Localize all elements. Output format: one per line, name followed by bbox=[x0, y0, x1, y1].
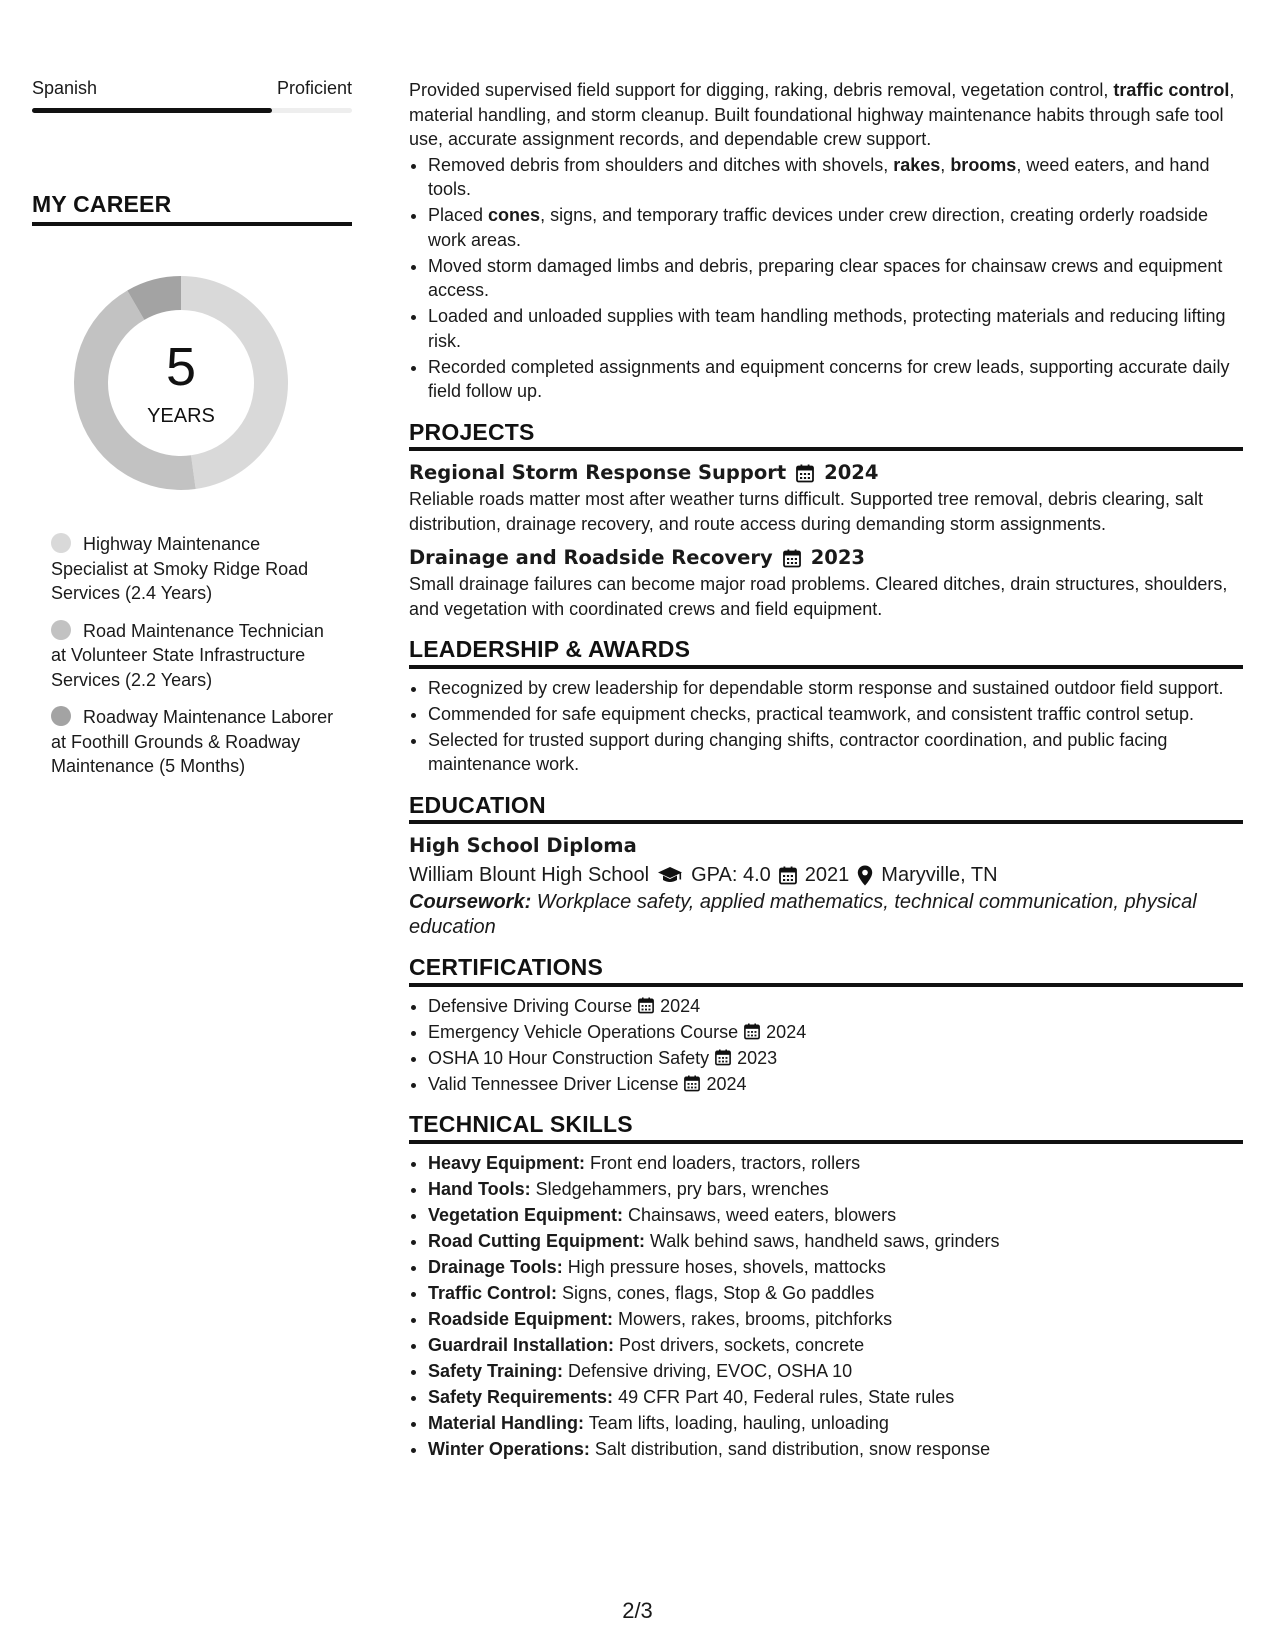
project-description: Reliable roads matter most after weather turns difficult. Supported tree removal, debris clearing, salt distribution, drainage recovery, and route access during demanding storm assignments. bbox=[409, 489, 1204, 534]
career-years-unit: YEARS bbox=[147, 405, 215, 427]
skill-label: Winter Operations: bbox=[428, 1438, 590, 1459]
certification-year: 2024 bbox=[706, 1073, 747, 1094]
skill-value: Sledgehammers, pry bars, wrenches bbox=[530, 1178, 829, 1199]
language-proficiency-fill bbox=[32, 108, 272, 113]
skill-value: Post drivers, sockets, concrete bbox=[614, 1334, 865, 1355]
skill-label: Hand Tools: bbox=[428, 1178, 531, 1199]
certification-name: • OSHA 10 Hour Construction Safety bbox=[428, 1047, 710, 1068]
bullet-text: Placed bbox=[428, 205, 489, 225]
education-degree: High School Diploma bbox=[409, 834, 637, 857]
language-row bbox=[32, 78, 352, 99]
legend-dot bbox=[51, 620, 71, 640]
skill-label: Heavy Equipment: bbox=[428, 1152, 586, 1173]
calendar-icon bbox=[638, 997, 654, 1014]
skills-list bbox=[409, 1151, 1243, 1462]
skill-item bbox=[428, 1203, 1243, 1228]
skill-value: Chainsaws, weed eaters, blowers bbox=[623, 1204, 897, 1225]
bullet-bold: brooms bbox=[950, 154, 1017, 175]
leadership-item: • Commended for safe equipment checks, practical teamwork, and consistent traffic control setup. bbox=[428, 702, 1243, 727]
project-year: 2023 bbox=[810, 546, 865, 569]
certification-year: 2023 bbox=[737, 1047, 778, 1068]
experience-bullet bbox=[428, 153, 1243, 202]
skill-value: High pressure hoses, shovels, mattocks bbox=[562, 1256, 886, 1277]
skill-value: Front end loaders, tractors, rollers bbox=[585, 1152, 861, 1173]
calendar-icon bbox=[744, 1023, 760, 1040]
skill-item bbox=[428, 1255, 1243, 1280]
leadership-item: • Selected for trusted support during changing shifts, contractor coordination, and public facing maintenance work. bbox=[428, 728, 1243, 777]
career-total-years: 5 bbox=[165, 337, 197, 397]
skill-label: Vegetation Equipment: bbox=[428, 1204, 624, 1225]
project-title-row bbox=[409, 459, 1243, 487]
skill-value: 49 CFR Part 40, Federal rules, State rules bbox=[613, 1386, 955, 1407]
bullet-text: Removed debris from shoulders and ditches with shovels, bbox=[428, 154, 894, 175]
project-item bbox=[409, 544, 1243, 621]
summary-text: , material handling, and storm cleanup. Built foundational highway maintenance habits through safe tool use, accurate assignment records, and dependable crew support. bbox=[409, 80, 1235, 149]
career-legend-item bbox=[51, 532, 341, 606]
career-legend bbox=[51, 532, 341, 779]
coursework-text: Workplace safety, applied mathematics, technical communication, physical education bbox=[409, 891, 1197, 938]
bullet-text: , bbox=[940, 154, 951, 175]
skill-label: Traffic Control: bbox=[428, 1282, 557, 1303]
skill-value: Walk behind saws, handheld saws, grinders bbox=[644, 1230, 1000, 1251]
skill-label: Material Handling: bbox=[428, 1412, 585, 1433]
calendar-icon bbox=[783, 549, 801, 568]
skill-label: Guardrail Installation: bbox=[428, 1334, 615, 1355]
skill-value: Salt distribution, sand distribution, snow response bbox=[589, 1438, 991, 1459]
career-legend-item bbox=[51, 705, 341, 779]
bullet-text: , signs, and temporary traffic devices under crew direction, creating orderly roadside work areas. bbox=[428, 205, 1209, 250]
experience-bullet: • Moved storm damaged limbs and debris, preparing clear spaces for chainsaw crews and equipment access. bbox=[428, 254, 1243, 303]
education-location: Maryville, TN bbox=[881, 864, 998, 886]
experience-bullet: • Loaded and unloaded supplies with team handling methods, protecting materials and reducing lifting risk. bbox=[428, 304, 1243, 353]
experience-bullet: • Recorded completed assignments and equipment concerns for crew leads, supporting accurate daily field follow up. bbox=[428, 355, 1243, 404]
certification-item bbox=[428, 1072, 1243, 1097]
skill-value: Team lifts, loading, hauling, unloading bbox=[584, 1412, 889, 1433]
certifications-heading: CERTIFICATIONS bbox=[409, 955, 1243, 987]
skill-item bbox=[428, 1411, 1243, 1436]
skill-item bbox=[428, 1151, 1243, 1176]
language-level: Proficient bbox=[276, 78, 352, 98]
bullet-bold: rakes bbox=[893, 154, 941, 175]
certification-item bbox=[428, 1020, 1243, 1045]
project-name: Regional Storm Response Support bbox=[409, 461, 787, 484]
skill-item bbox=[428, 1229, 1243, 1254]
project-title-row bbox=[409, 544, 1243, 572]
project-item bbox=[409, 459, 1243, 536]
career-donut-chart bbox=[66, 268, 296, 498]
education-school: William Blount High School bbox=[409, 864, 650, 886]
leadership-heading: LEADERSHIP & AWARDS bbox=[409, 637, 1243, 669]
project-year: 2024 bbox=[824, 461, 879, 484]
sidebar bbox=[32, 78, 352, 792]
skill-label: Road Cutting Equipment: bbox=[428, 1230, 645, 1251]
skill-item bbox=[428, 1307, 1243, 1332]
skill-value: Defensive driving, EVOC, OSHA 10 bbox=[563, 1360, 853, 1381]
bullet-bold: cones bbox=[488, 205, 541, 225]
language-proficiency-bar bbox=[32, 108, 352, 113]
education-heading: EDUCATION bbox=[409, 793, 1243, 825]
bullet-text: , weed eaters, and hand tools. bbox=[428, 154, 1210, 199]
skill-value: Mowers, rakes, brooms, pitchforks bbox=[613, 1308, 893, 1329]
skill-item bbox=[428, 1281, 1243, 1306]
career-legend-label: Roadway Maintenance Laborer at Foothill Grounds & Roadway Maintenance (5 Months) bbox=[51, 707, 334, 776]
calendar-icon bbox=[796, 464, 814, 483]
donut-center bbox=[66, 268, 296, 498]
calendar-icon bbox=[684, 1075, 700, 1092]
legend-dot bbox=[51, 706, 71, 726]
project-name: Drainage and Roadside Recovery bbox=[409, 546, 773, 569]
certification-year: 2024 bbox=[660, 995, 701, 1016]
summary-bold: traffic control bbox=[1113, 80, 1230, 100]
skill-item bbox=[428, 1437, 1243, 1462]
certification-item bbox=[428, 1046, 1243, 1071]
career-heading: MY CAREER bbox=[32, 191, 352, 226]
skill-item bbox=[428, 1359, 1243, 1384]
main-content bbox=[409, 78, 1243, 1463]
education-gpa: GPA: 4.0 bbox=[691, 864, 771, 886]
location-pin-icon bbox=[857, 865, 873, 886]
education-coursework bbox=[409, 890, 1243, 939]
page-number: 2/3 bbox=[622, 1598, 653, 1623]
project-description: Small drainage failures can become major road problems. Cleared ditches, drain structures, shoulders, and vegetation with coordinated crews and field equipment. bbox=[409, 574, 1228, 619]
projects-heading: PROJECTS bbox=[409, 420, 1243, 452]
skill-label: Drainage Tools: bbox=[428, 1256, 563, 1277]
certification-name: • Defensive Driving Course bbox=[428, 995, 633, 1016]
skill-item bbox=[428, 1177, 1243, 1202]
legend-dot bbox=[51, 533, 71, 553]
leadership-item: • Recognized by crew leadership for dependable storm response and sustained outdoor field support. bbox=[428, 676, 1243, 701]
career-legend-label: Road Maintenance Technician at Volunteer State Infrastructure Services (2.2 Years) bbox=[51, 620, 324, 690]
career-legend-item bbox=[51, 619, 341, 693]
skill-label: Safety Requirements: bbox=[428, 1386, 614, 1407]
career-legend-label: Highway Maintenance Specialist at Smoky Ridge Road Services (2.4 Years) bbox=[51, 534, 309, 603]
skill-item bbox=[428, 1385, 1243, 1410]
skills-heading: TECHNICAL SKILLS bbox=[409, 1112, 1243, 1144]
experience-bullets bbox=[409, 153, 1243, 404]
leadership-list bbox=[409, 676, 1243, 777]
certifications-list bbox=[409, 994, 1243, 1097]
education-details bbox=[409, 860, 1243, 890]
experience-summary bbox=[409, 78, 1243, 152]
skill-item bbox=[428, 1333, 1243, 1358]
experience-bullet bbox=[428, 203, 1243, 252]
graduation-cap-icon bbox=[657, 866, 683, 884]
certification-year: 2024 bbox=[766, 1021, 807, 1042]
language-name: Spanish bbox=[32, 78, 98, 98]
certification-name: • Valid Tennessee Driver License bbox=[428, 1073, 679, 1094]
certification-item bbox=[428, 994, 1243, 1019]
calendar-icon bbox=[715, 1049, 731, 1066]
skill-label: Safety Training: bbox=[428, 1360, 564, 1381]
summary-text: Provided supervised field support for digging, raking, debris removal, vegetation control, bbox=[409, 80, 1114, 100]
education-year: 2021 bbox=[804, 864, 850, 886]
certification-name: • Emergency Vehicle Operations Course bbox=[428, 1021, 739, 1042]
calendar-icon bbox=[779, 866, 797, 885]
skill-value: Signs, cones, flags, Stop & Go paddles bbox=[557, 1282, 875, 1303]
skill-label: Roadside Equipment: bbox=[428, 1308, 614, 1329]
coursework-label: Coursework: bbox=[409, 891, 532, 913]
